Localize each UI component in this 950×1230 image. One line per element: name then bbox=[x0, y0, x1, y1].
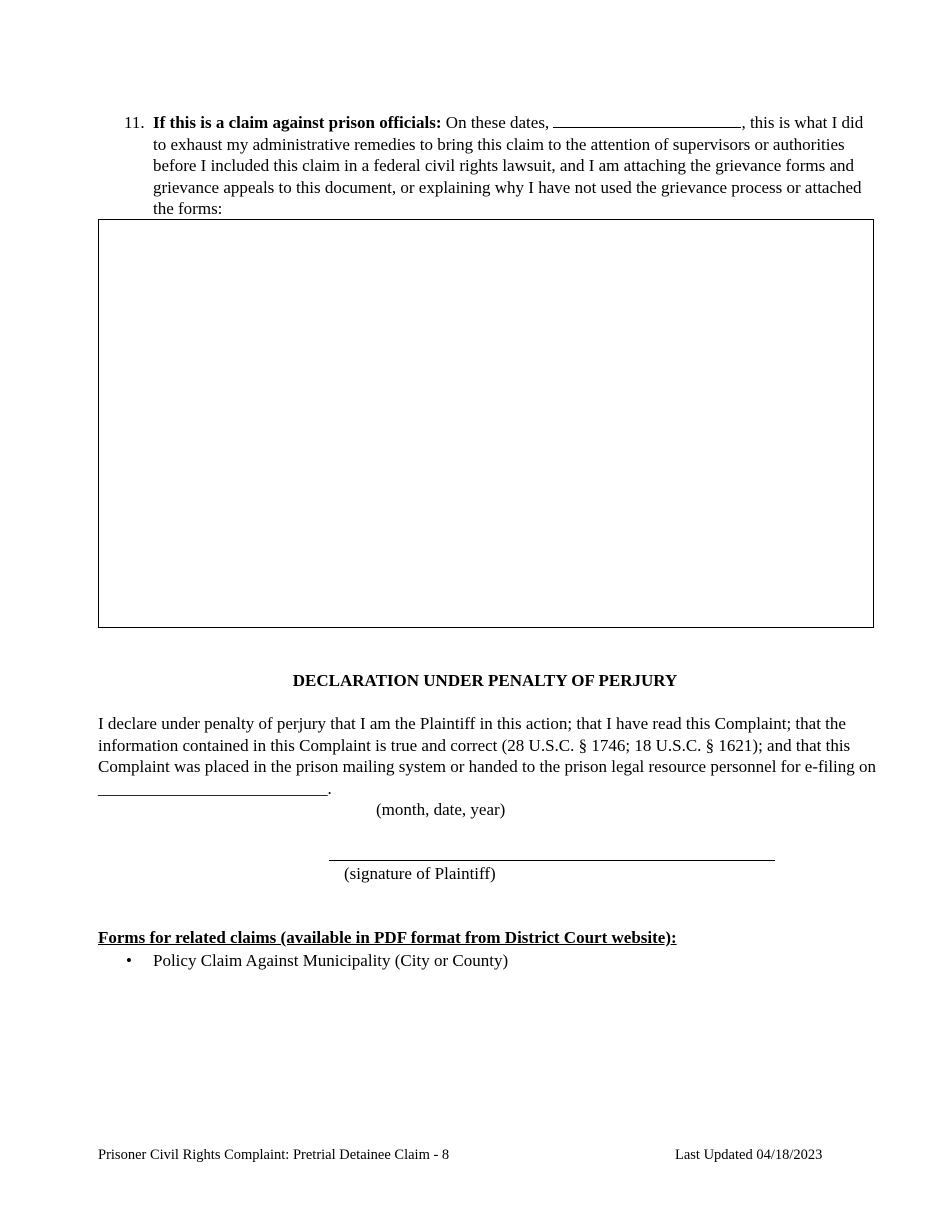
signature-line[interactable] bbox=[329, 860, 775, 861]
item-11-text bbox=[153, 112, 874, 220]
dates-blank-field[interactable] bbox=[553, 112, 741, 128]
efiling-date-blank[interactable]: ___________________________ bbox=[98, 778, 328, 798]
related-form-label: Policy Claim Against Municipality (City or County) bbox=[153, 951, 509, 970]
footer-title: Prisoner Civil Rights Complaint: Pretrial Detainee Claim - 8 bbox=[98, 1147, 450, 1163]
footer-last-updated: Last Updated 04/18/2023 bbox=[675, 1147, 823, 1163]
declaration-title: DECLARATION UNDER PENALTY OF PERJURY bbox=[292, 671, 678, 690]
bullet-icon: • bbox=[126, 951, 132, 970]
declaration-body bbox=[98, 713, 878, 799]
declaration-text: I declare under penalty of perjury that I am the Plaintiff in this action; that I have read this Complaint; that the information contained in this Complaint is true and correct (28 U.S.C. § 1746; 18 U.S.C. § 1621); and that this Complaint was placed in the prison mailing system or handed to the prison legal resource personnel for e-filing on bbox=[98, 714, 877, 776]
related-forms-list bbox=[98, 950, 508, 972]
list-item bbox=[98, 950, 508, 972]
item-11 bbox=[98, 112, 874, 220]
item-11-text-before-blank: On these dates, bbox=[441, 113, 554, 132]
item-number: 11. bbox=[124, 113, 145, 132]
exhaustion-response-box[interactable] bbox=[98, 219, 874, 628]
date-caption: (month, date, year) bbox=[376, 800, 506, 819]
item-11-text-after-blank: , this is what I did to exhaust my administrative remedies to bring this claim to the attention of supervisors or authorities before I included this claim in a federal civil rights lawsuit, and I am attaching the grievance forms and grievance appeals to this document, or explaining why I have not used the grievance process or attached the forms: bbox=[153, 113, 864, 218]
declaration-end-period: . bbox=[327, 778, 332, 798]
signature-caption: (signature of Plaintiff) bbox=[344, 864, 496, 883]
item-11-bold-lead: If this is a claim against prison officials: bbox=[153, 113, 442, 132]
related-forms-heading: Forms for related claims (available in PDF format from District Court website): bbox=[98, 928, 677, 947]
